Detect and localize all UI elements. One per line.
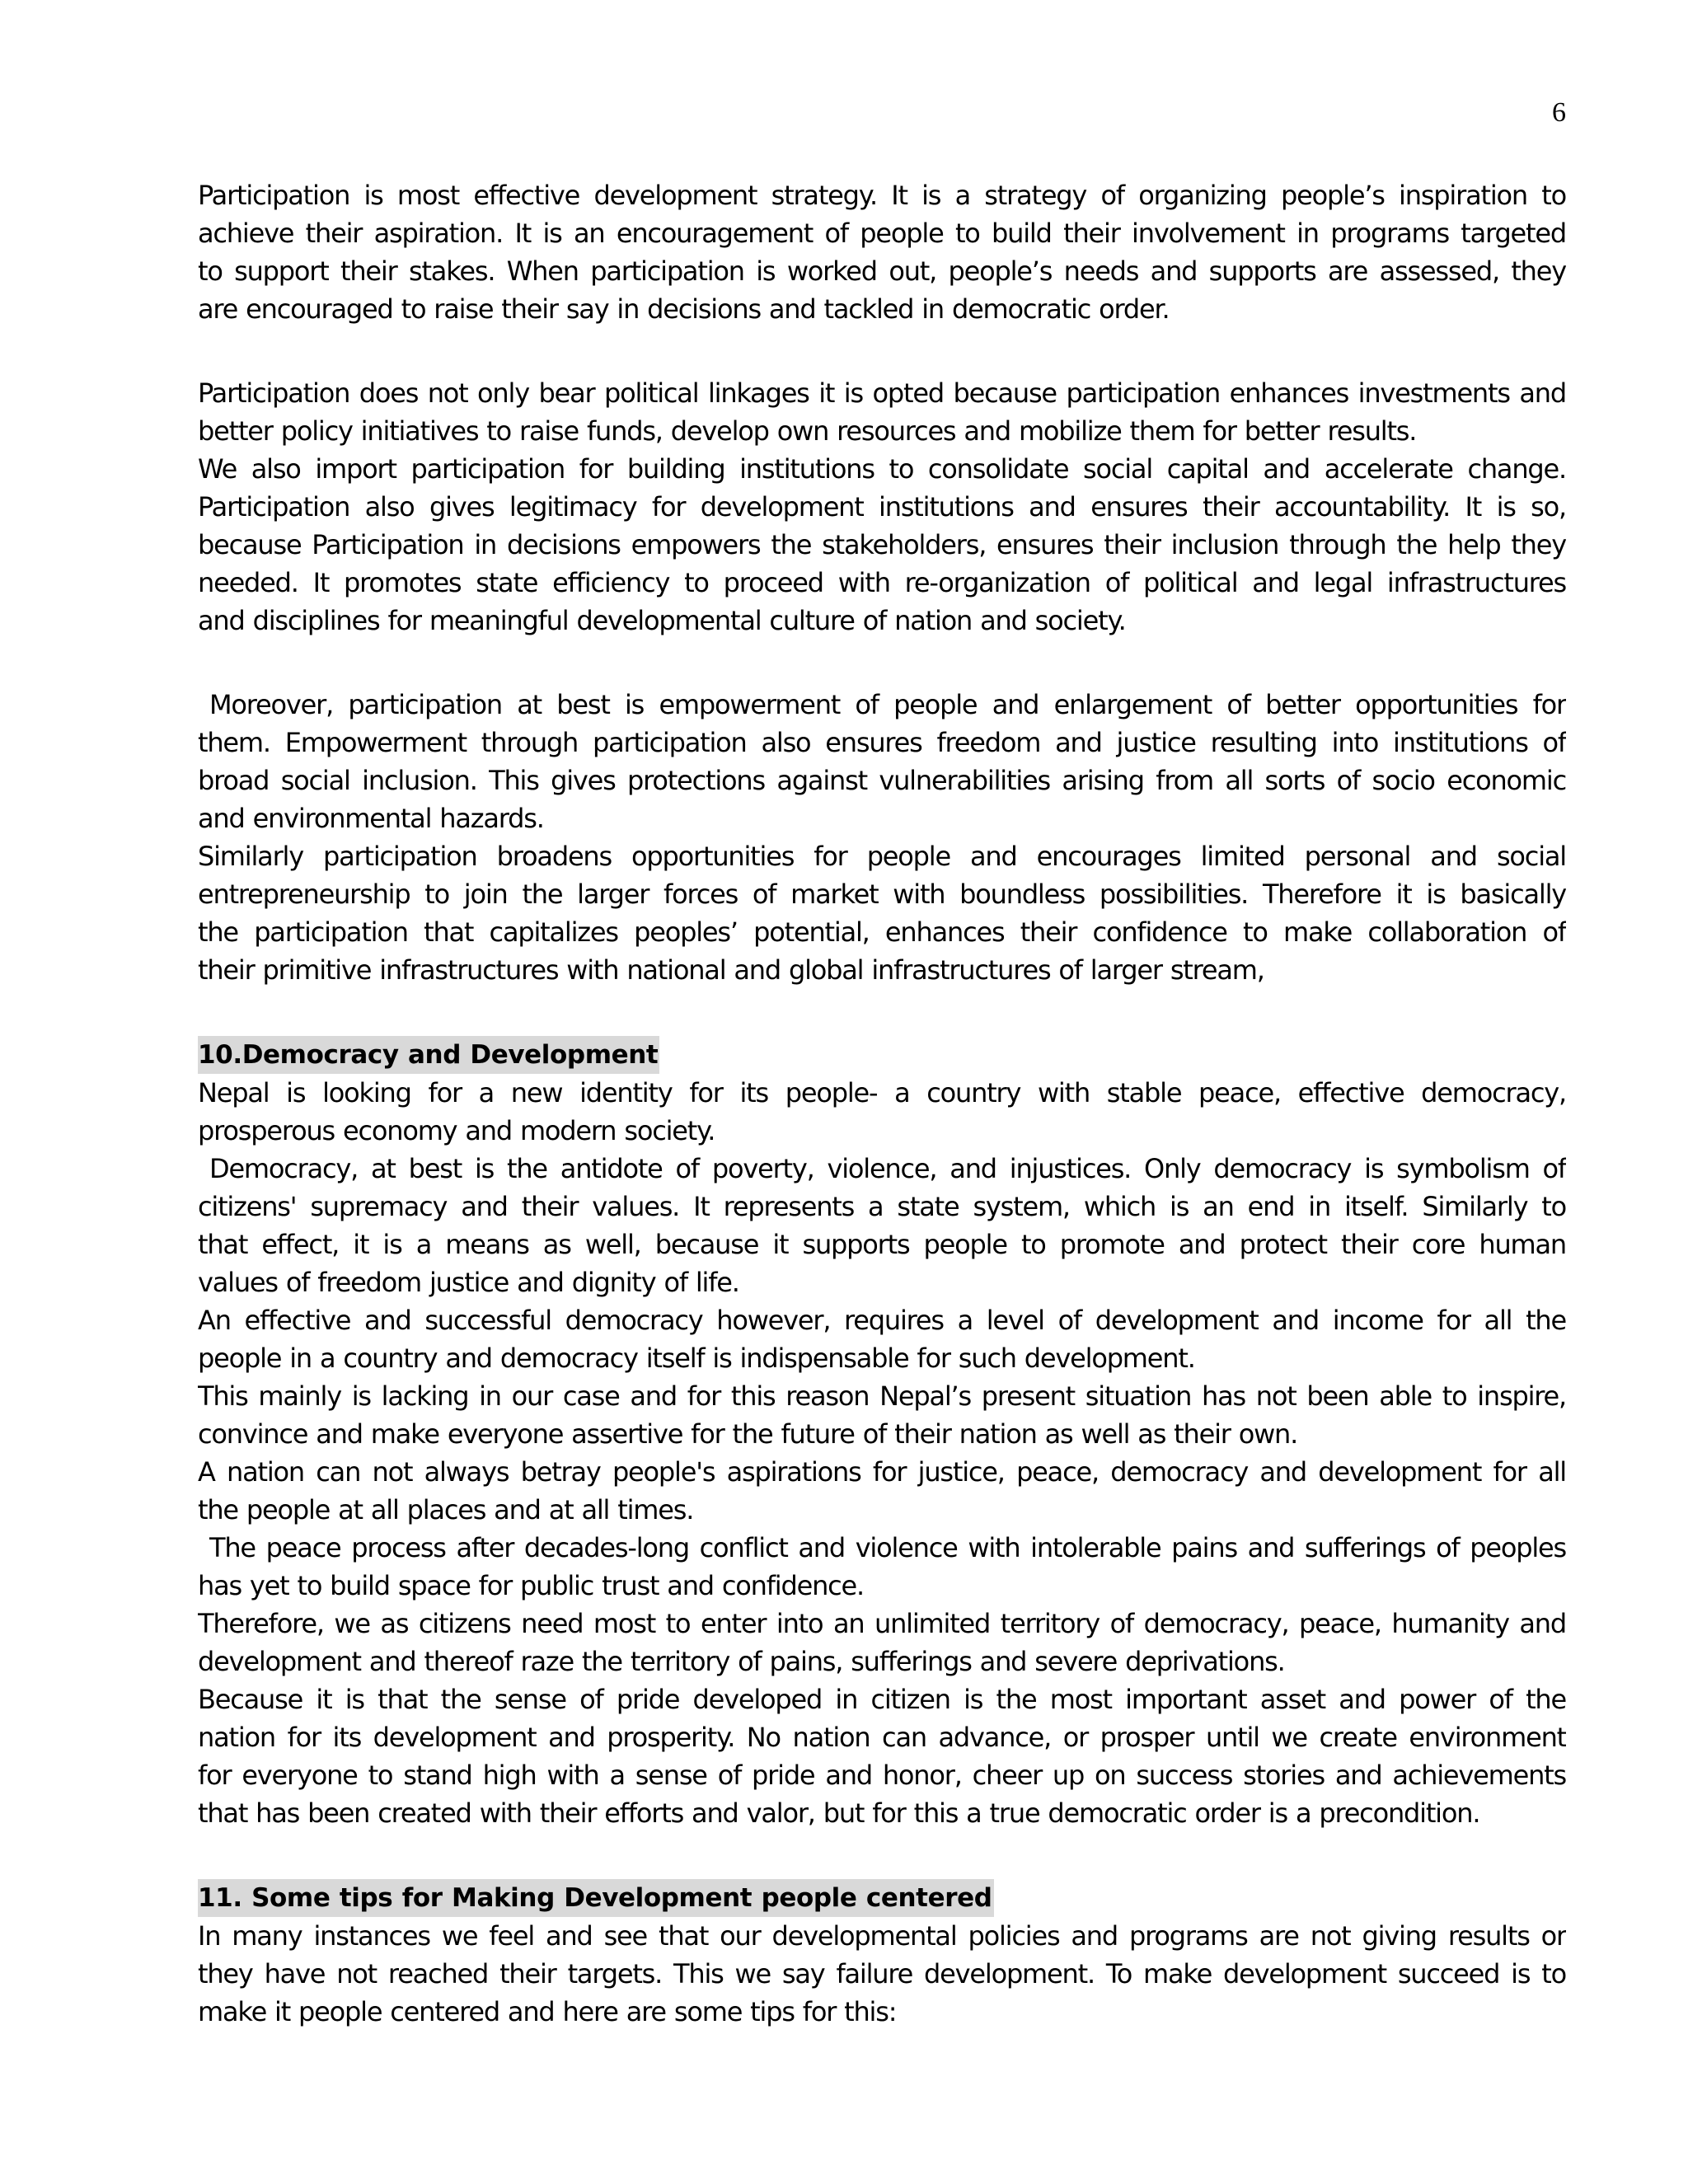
section-people-centered-tips <box>198 1878 1566 2031</box>
text-line: needed. It promotes state efficiency to proceed with re-organization of political and legal infrastructures <box>198 567 1566 598</box>
section-heading-11: 11. Some tips for Making Development people centered <box>198 1879 994 1917</box>
text-line: Therefore, we as citizens need most to enter into an unlimited territory of democracy, peace, humanity and <box>198 1608 1566 1639</box>
text-line: This mainly is lacking in our case and for this reason Nepal’s present situation has not been able to inspire, <box>198 1380 1566 1412</box>
text-line: Moreover, participation at best is empowerment of people and enlargement of better opportunities for <box>209 689 1566 720</box>
section-democracy-development <box>198 1035 1566 1832</box>
text-line: Similarly participation broadens opportunities for people and encourages limited personal and social <box>198 841 1566 872</box>
text-line: In many instances we feel and see that our developmental policies and programs are not giving results or <box>198 1920 1566 1952</box>
section-heading-10: 10.Democracy and Development <box>198 1036 659 1074</box>
paragraph-empowerment <box>198 686 1566 989</box>
text-line: The peace process after decades-long conflict and violence with intolerable pains and sufferings of peoples <box>209 1532 1566 1563</box>
text-line: prosperous economy and modern society. <box>198 1115 715 1146</box>
document-body <box>198 176 1566 2031</box>
text-line: nation for its development and prosperity. No nation can advance, or prosper until we create environment <box>198 1722 1566 1753</box>
paragraph-participation-linkages <box>198 374 1566 640</box>
text-line: for everyone to stand high with a sense of pride and honor, cheer up on success stories and achievements <box>198 1760 1566 1791</box>
text-line: that effect, it is a means as well, because it supports people to promote and protect their core human <box>198 1229 1566 1260</box>
text-line: Because it is that the sense of pride developed in citizen is the most important asset and power of the <box>198 1684 1566 1715</box>
text-line: We also import participation for building institutions to consolidate social capital and accelerate change. <box>198 453 1566 485</box>
text-line: A nation can not always betray people's aspirations for justice, peace, democracy and development for all <box>198 1456 1566 1488</box>
text-line: Participation also gives legitimacy for development institutions and ensures their accountability. It is so, <box>198 491 1566 523</box>
text-line: has yet to build space for public trust and confidence. <box>198 1570 865 1601</box>
text-line: Participation is most effective development strategy. It is a strategy of organizing people’s inspiration to <box>198 180 1566 211</box>
text-line: better policy initiatives to raise funds, develop own resources and mobilize them for better results. <box>198 415 1417 447</box>
text-line: An effective and successful democracy however, requires a level of development and income for all the <box>198 1305 1566 1336</box>
text-line: them. Empowerment through participation also ensures freedom and justice resulting into institutions of <box>198 727 1566 758</box>
text-line: achieve their aspiration. It is an encouragement of people to build their involvement in programs targeted <box>198 218 1566 249</box>
paragraph-participation-strategy <box>198 176 1566 328</box>
text-line: development and thereof raze the territory of pains, sufferings and severe deprivations. <box>198 1646 1285 1677</box>
text-line: people in a country and democracy itself is indispensable for such development. <box>198 1343 1195 1374</box>
text-line: the participation that capitalizes peoples’ potential, enhances their confidence to make collaboration of <box>198 916 1566 948</box>
text-line: Democracy, at best is the antidote of poverty, violence, and injustices. Only democracy is symbolism of <box>209 1153 1566 1184</box>
text-line: Participation does not only bear political linkages it is opted because participation enhances investments and <box>198 377 1566 409</box>
text-line: convince and make everyone assertive for the future of their nation as well as their own. <box>198 1418 1298 1450</box>
text-line: Nepal is looking for a new identity for its people- a country with stable peace, effective democracy, <box>198 1077 1566 1108</box>
text-line: they have not reached their targets. This we say failure development. To make development succeed is to <box>198 1958 1566 1990</box>
text-line: because Participation in decisions empowers the stakeholders, ensures their inclusion through the help they <box>198 529 1566 560</box>
text-line: their primitive infrastructures with national and global infrastructures of larger stream, <box>198 954 1264 986</box>
text-line: the people at all places and at all times. <box>198 1494 694 1526</box>
text-line: are encouraged to raise their say in decisions and tackled in democratic order. <box>198 293 1170 325</box>
text-line: make it people centered and here are some tips for this: <box>198 1996 897 2027</box>
text-line: entrepreneurship to join the larger forces of market with boundless possibilities. Therefore it is basically <box>198 879 1566 910</box>
text-line: broad social inclusion. This gives protections against vulnerabilities arising from all sorts of socio economic <box>198 765 1566 796</box>
text-line: to support their stakes. When participation is worked out, people’s needs and supports are assessed, they <box>198 255 1566 287</box>
text-line: that has been created with their efforts and valor, but for this a true democratic order is a precondition. <box>198 1797 1480 1829</box>
text-line: values of freedom justice and dignity of life. <box>198 1267 739 1298</box>
text-line: and environmental hazards. <box>198 803 544 834</box>
page-number: 6 <box>1552 97 1566 128</box>
text-line: and disciplines for meaningful developmental culture of nation and society. <box>198 605 1126 636</box>
text-line: citizens' supremacy and their values. It represents a state system, which is an end in itself. Similarly to <box>198 1191 1566 1222</box>
